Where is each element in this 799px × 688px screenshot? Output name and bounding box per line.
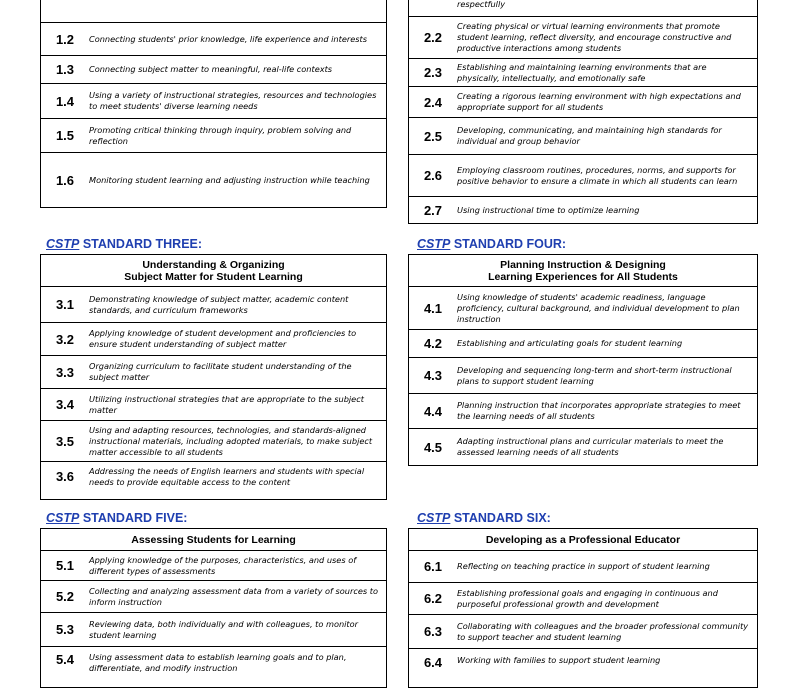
item-text: Using and adapting resources, technologies, and standards-aligned instructional materials, including adopted materials, to make subject matter accessible to all students: [89, 424, 373, 457]
item-text: Reviewing data, both individually and with colleagues, to monitor student learning: [89, 618, 359, 640]
item-text: Demonstrating knowledge of subject matter, academic content standards, and curriculum frameworks: [89, 293, 349, 315]
item-number: 4.3: [423, 368, 443, 383]
table-row: [409, 197, 757, 223]
item-number: 5.1: [55, 558, 75, 573]
table-row: [409, 330, 757, 358]
item-text: Employing classroom routines, procedures, norms, and supports for positive behavior to ensure a climate in which all students can learn: [457, 164, 738, 186]
table-row: [41, 119, 386, 153]
item-text: Creating a rigorous learning environment with high expectations and appropriate support for all students: [457, 91, 741, 112]
standard-one-table: [40, 0, 387, 208]
table-row: [409, 17, 757, 59]
standard-header: [41, 255, 386, 287]
item-text: Connecting subject matter to meaningful, real-life contexts: [89, 64, 333, 74]
standard-label: STANDARD THREE:: [82, 237, 203, 251]
item-text: Working with families to support student learning: [457, 655, 661, 665]
table-row: [409, 87, 757, 118]
item-text: Reflecting on teaching practice in support of student learning: [457, 561, 710, 571]
table-row: [409, 287, 757, 330]
item-number: 2.7: [423, 202, 443, 218]
table-row: [41, 581, 386, 613]
item-number: 2.3: [423, 65, 443, 80]
item-number: 1.3: [55, 62, 75, 77]
table-row: [41, 56, 386, 84]
table-row: [409, 394, 757, 429]
item-text: Connecting students' prior knowledge, life experience and interests: [89, 33, 367, 44]
item-number: 5.2: [55, 589, 75, 604]
header-line: Learning Experiences for All Students: [488, 270, 678, 283]
item-text: Monitoring student learning and adjusting instruction while teaching: [89, 174, 370, 185]
standard-four-title: [417, 237, 566, 251]
table-row: [41, 462, 386, 491]
item-number: 3.5: [55, 433, 75, 449]
item-text: Creating physical or virtual learning environments that promote student learning, reflect diversity, and encourage constructive and productive interactions among students: [457, 21, 732, 53]
standard-three-title: [46, 237, 202, 251]
table-row: [409, 649, 757, 687]
item-number: 2.4: [423, 94, 443, 110]
table-row: [409, 615, 757, 649]
table-row: [41, 0, 386, 23]
standard-three-table: [40, 254, 387, 500]
table-row: [41, 323, 386, 356]
standard-two-table: [408, 0, 758, 224]
table-row: [41, 23, 386, 56]
table-row: [41, 84, 386, 119]
item-number: 6.2: [423, 591, 443, 606]
standard-six-title: [417, 511, 551, 525]
table-row: [409, 429, 757, 465]
header-line: Planning Instruction & Designing: [500, 258, 666, 271]
item-number: 2.5: [423, 128, 443, 144]
item-number: 1.5: [55, 128, 75, 143]
item-number: 3.1: [55, 297, 75, 312]
item-text: Using knowledge of students' academic readiness, language proficiency, cultural background, and individual development to plan instruction: [457, 291, 740, 324]
item-text: Using instructional time to optimize learning: [457, 204, 640, 215]
item-text: Planning instruction that incorporates appropriate strategies to meet the learning needs of all students: [457, 400, 741, 421]
table-row: [409, 583, 757, 615]
item-number: 4.5: [423, 439, 443, 455]
item-text: Addressing the needs of English learners and students with special needs to provide equitable access to the content: [89, 465, 365, 487]
table-row: [41, 421, 386, 462]
item-number: 3.3: [55, 364, 75, 380]
item-text: Organizing curriculum to facilitate student understanding of the subject matter: [89, 361, 352, 382]
table-row: [41, 153, 386, 207]
table-row: [409, 358, 757, 394]
standard-label: STANDARD SIX:: [453, 511, 551, 525]
cstp-label: CSTP: [46, 237, 80, 251]
table-row: [41, 647, 386, 687]
item-text: Utilizing instructional strategies that are appropriate to the subject matter: [89, 393, 364, 415]
table-row: [41, 389, 386, 421]
item-number: 4.1: [423, 300, 443, 316]
item-text: Using assessment data to establish learning goals and to plan, differentiate, and modify instruction: [89, 652, 347, 673]
cstp-label: CSTP: [417, 237, 451, 251]
item-number: 2.6: [423, 168, 443, 183]
item-number: 6.1: [423, 559, 443, 574]
table-row: [41, 356, 386, 389]
item-text: Developing, communicating, and maintaining high standards for individual and group behavior: [457, 125, 722, 146]
item-text: respectfully: [457, 0, 506, 9]
standard-six-table: [408, 528, 758, 688]
item-number: 2.2: [423, 30, 443, 45]
item-number: 3.6: [55, 469, 75, 484]
cstp-label: CSTP: [46, 511, 80, 525]
item-number: 6.3: [423, 624, 443, 639]
standard-five-table: [40, 528, 387, 688]
item-number: 1.2: [55, 31, 75, 47]
table-row: [409, 59, 757, 87]
item-number: 5.3: [55, 622, 75, 637]
item-text: Establishing professional goals and engaging in continuous and purposeful professional growth and development: [457, 587, 718, 609]
standard-label: STANDARD FOUR:: [453, 237, 567, 251]
header-line: Developing as a Professional Educator: [485, 533, 681, 546]
header-line: Subject Matter for Student Learning: [124, 270, 303, 283]
table-row: [409, 118, 757, 155]
table-row: [409, 155, 757, 197]
table-row: [409, 551, 757, 583]
standard-header: [41, 529, 386, 551]
item-text: Collaborating with colleagues and the broader professional community to support teacher and student learning: [457, 620, 749, 642]
standard-header: [409, 255, 757, 287]
item-text: Establishing and maintaining learning environments that are physically, intellectually, and emotionally safe: [457, 61, 707, 83]
item-text: Collecting and analyzing assessment data from a variety of sources to inform instruction: [89, 585, 378, 607]
item-text: Using a variety of instructional strategies, resources and technologies to meet students' diverse learning needs: [89, 90, 377, 111]
item-number: 3.4: [55, 397, 75, 412]
header-line: Assessing Students for Learning: [131, 533, 296, 546]
standard-label: STANDARD FIVE:: [82, 511, 188, 525]
item-text: Developing and sequencing long-term and short-term instructional plans to support student learning: [457, 364, 732, 386]
cstp-label: CSTP: [417, 511, 451, 525]
item-number: 3.2: [55, 331, 75, 347]
item-number: 4.2: [423, 336, 443, 351]
header-line: Understanding & Organizing: [142, 258, 285, 271]
item-text: Adapting instructional plans and curricular materials to meet the assessed learning needs of all students: [457, 436, 724, 457]
item-text: Establishing and articulating goals for student learning: [457, 338, 683, 348]
item-number: 1.4: [55, 93, 75, 109]
standard-five-title: [46, 511, 187, 525]
item-text: Promoting critical thinking through inquiry, problem solving and reflection: [89, 124, 352, 146]
item-text: Applying knowledge of student development and proficiencies to ensure student understanding of subject matter: [89, 328, 357, 349]
table-row: [41, 287, 386, 323]
item-text: Applying knowledge of the purposes, characteristics, and uses of different types of assessments: [89, 554, 357, 576]
item-number: 6.4: [423, 655, 443, 670]
table-row: [41, 551, 386, 581]
table-row: [409, 0, 757, 17]
item-number: 5.4: [55, 652, 75, 667]
table-row: [41, 613, 386, 647]
standard-header: [409, 529, 757, 551]
item-number: 4.4: [423, 403, 443, 419]
item-number: 1.6: [55, 172, 75, 188]
standard-four-table: [408, 254, 758, 466]
